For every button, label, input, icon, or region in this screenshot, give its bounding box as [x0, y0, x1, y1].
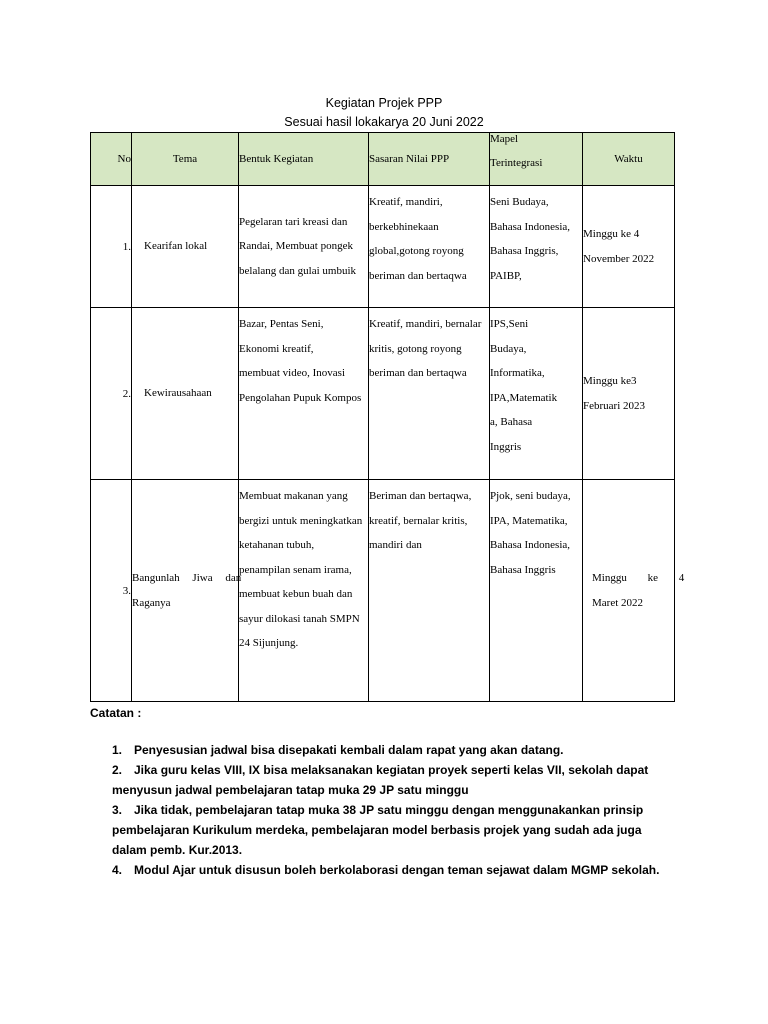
- cell-sasaran-nilai: Kreatif, mandiri, berkebhinekaan global,gotong royong beriman dan bertaqwa: [369, 186, 490, 308]
- cell-tema: Kearifan lokal: [132, 186, 239, 308]
- cell-sasaran-nilai: Beriman dan bertaqwa, kreatif, bernalar kritis, mandiri dan: [369, 480, 490, 702]
- cell-no: 1.: [91, 186, 132, 308]
- cell-waktu: Minggu ke 4 Maret 2022: [583, 480, 675, 702]
- cell-bentuk-kegiatan: Membuat makanan yang bergizi untuk meningkatkan ketahanan tubuh, penampilan senam irama, membuat kebun buah dan sayur dilokasi tanah SMPN 24 Sijunjung.: [239, 480, 369, 702]
- header-mapel-terintegrasi: [490, 133, 583, 186]
- list-item: 4. Modul Ajar untuk disusun boleh berkolaborasi dengan teman sejawat dalam MGMP sekolah.: [112, 863, 660, 877]
- document-title: Kegiatan Projek PPP: [325, 96, 443, 110]
- notes-section: [90, 704, 690, 880]
- header-bentuk-kegiatan: Bentuk Kegiatan: [239, 133, 369, 186]
- notes-list: [90, 740, 690, 880]
- cell-mapel-terintegrasi: Seni Budaya, Bahasa Indonesia, Bahasa Inggris, PAIBP,: [490, 186, 583, 308]
- cell-tema: Kewirausahaan: [132, 308, 239, 480]
- header-mapel-line-1: Mapel: [490, 133, 519, 145]
- document-header: [0, 94, 768, 132]
- cell-no: 2.: [91, 308, 132, 480]
- list-item: 3. Jika tidak, pembelajaran tatap muka 38 JP satu minggu dengan menggunakankan prinsip pembelajaran Kurikulum merdeka, pembelajaran model berbasis projek yang sudah ada juga dalam pemb. Kur.2013.: [112, 803, 644, 857]
- cell-no: 3.: [91, 480, 132, 702]
- cell-sasaran-nilai: Kreatif, mandiri, bernalar kritis, gotong royong beriman dan bertaqwa: [369, 308, 490, 480]
- cell-waktu: Minggu ke 4 November 2022: [583, 186, 675, 308]
- activity-table: [90, 132, 685, 702]
- header-no: No: [91, 133, 132, 186]
- document-subtitle: Sesuai hasil lokakarya 20 Juni 2022: [284, 115, 484, 129]
- table-row: [91, 186, 675, 308]
- table-row: [91, 308, 675, 480]
- list-item: 1. Penyesusian jadwal bisa disepakati kembali dalam rapat yang akan datang.: [112, 743, 564, 757]
- notes-heading: Catatan :: [90, 706, 142, 720]
- header-sasaran-nilai: Sasaran Nilai PPP: [369, 133, 490, 186]
- header-mapel-line-2: Terintegrasi: [490, 157, 543, 169]
- cell-waktu: Minggu ke3 Februari 2023: [583, 308, 675, 480]
- cell-bentuk-kegiatan: Bazar, Pentas Seni, Ekonomi kreatif, membuat video, Inovasi Pengolahan Pupuk Kompos: [239, 308, 369, 480]
- list-item: 2. Jika guru kelas VIII, IX bisa melaksanakan kegiatan proyek seperti kelas VII, sekolah dapat menyusun jadwal pembelajaran tatap muka 29 JP satu minggu: [112, 763, 649, 797]
- header-waktu: Waktu: [583, 133, 675, 186]
- cell-mapel-terintegrasi: Pjok, seni budaya, IPA, Matematika, Bahasa Indonesia, Bahasa Inggris: [490, 480, 583, 702]
- cell-mapel-terintegrasi: IPS,Seni Budaya, Informatika, IPA,Matematik a, Bahasa Inggris: [490, 308, 583, 480]
- table-header-row: [91, 133, 675, 186]
- cell-bentuk-kegiatan: Pegelaran tari kreasi dan Randai, Membuat pongek belalang dan gulai umbuik: [239, 186, 369, 308]
- cell-tema: Bangunlah Jiwa dan Raganya: [132, 480, 239, 702]
- table-row: [91, 480, 675, 702]
- header-tema: Tema: [132, 133, 239, 186]
